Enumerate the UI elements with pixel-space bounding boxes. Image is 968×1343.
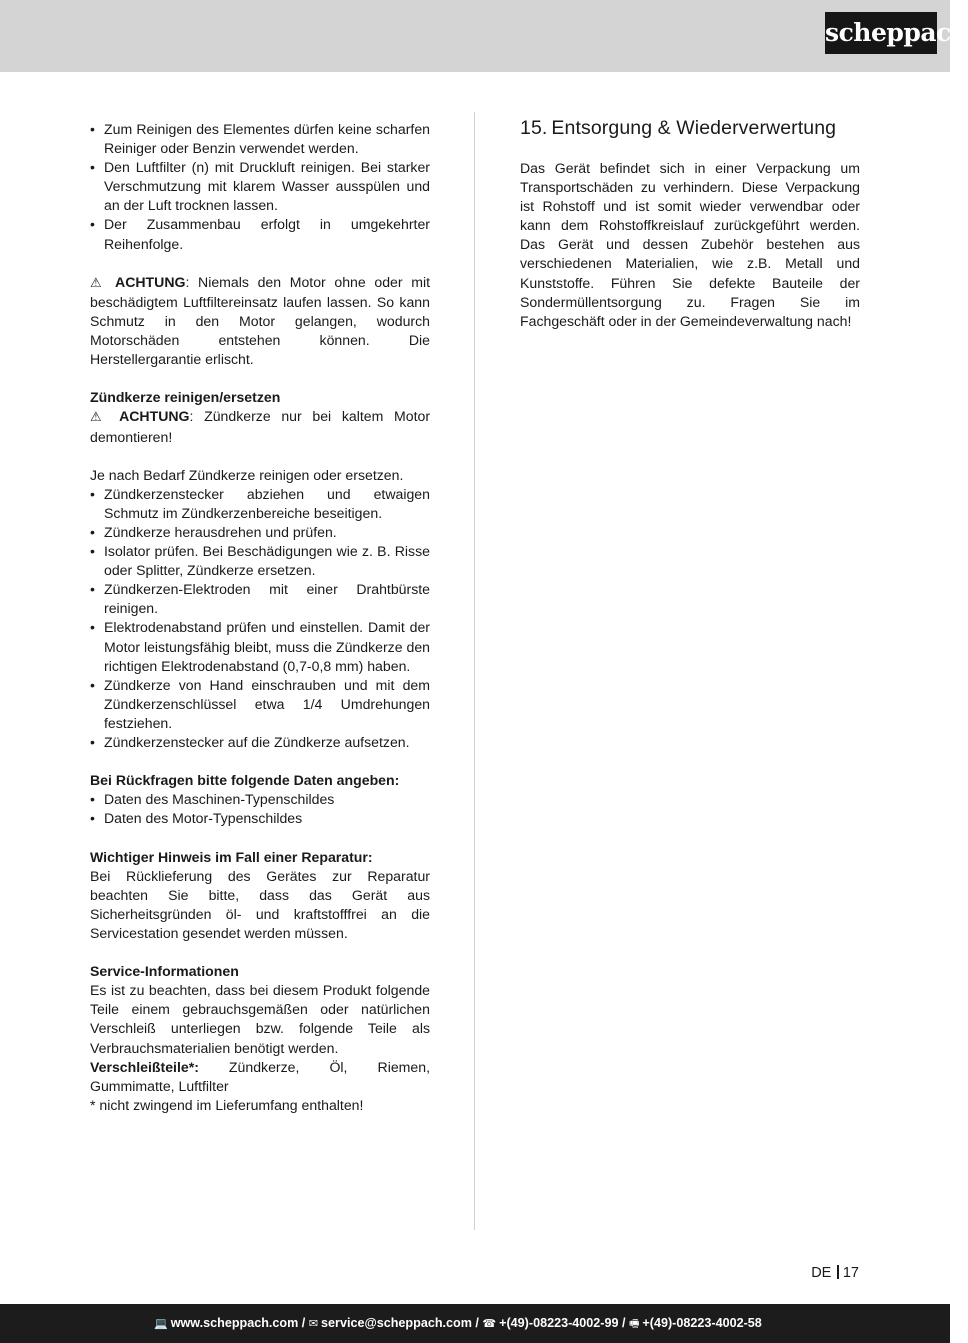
- repair-text: Bei Rücklieferung des Gerätes zur Reparatur beachten Sie bitte, dass das Gerät aus Sicherheitsgründen öl- und kraftstofffrei an die Servicestation gesendet werden müssen.: [90, 867, 430, 941]
- warning-icon: ⚠: [90, 275, 107, 291]
- list-item: • Zündkerze herausdrehen und prüfen.: [90, 523, 430, 542]
- header-bar: [0, 0, 968, 72]
- section-heading: [520, 116, 860, 140]
- list-item: • Der Zusammenbau erfolgt in umgekehrter Reihenfolge.: [90, 215, 430, 253]
- service-heading: Service-Informationen: [90, 963, 239, 980]
- warning-text: : Zündkerze nur bei kaltem Motor demontieren!: [90, 408, 431, 445]
- queries-heading: Bei Rückfragen bitte folgende Daten angeben:: [90, 772, 400, 789]
- spark-plug-intro: Je nach Bedarf Zündkerze reinigen oder ersetzen.: [90, 466, 404, 483]
- column-divider: [474, 112, 475, 1230]
- fax-icon: 🖷: [629, 1317, 640, 1330]
- footer-bar: [0, 1304, 950, 1343]
- footer-separator: /: [618, 1316, 630, 1330]
- queries-list: [90, 790, 430, 828]
- page-language: DE: [811, 1265, 832, 1281]
- list-item: • Zündkerzenstecker abziehen und etwaigen Schmutz im Zündkerzenbereiche beseitigen.: [90, 485, 430, 523]
- spark-plug-steps: [90, 485, 430, 752]
- phone-icon: ☎: [482, 1317, 497, 1330]
- footer-email[interactable]: service@scheppach.com: [321, 1316, 472, 1330]
- wear-parts: [90, 1058, 430, 1096]
- repair-heading: Wichtiger Hinweis im Fall einer Reparatur:: [90, 848, 373, 865]
- list-item: • Daten des Motor-Typenschildes: [90, 809, 430, 828]
- list-item: • Den Luftfilter (n) mit Druckluft reinigen. Bei starker Verschmutzung mit klarem Wasser ausspülen und an der Luft trocknen lassen.: [90, 158, 430, 215]
- email-icon: ✉: [308, 1317, 319, 1330]
- air-filter-steps: [90, 120, 430, 254]
- computer-icon: 💻: [154, 1317, 168, 1330]
- spark-plug-heading: Zündkerze reinigen/ersetzen: [90, 389, 281, 406]
- page-number: [811, 1264, 859, 1282]
- footer-phone: +(49)-08223-4002-99: [499, 1316, 619, 1330]
- disposal-text: Das Gerät befindet sich in einer Verpackung um Transportschäden zu verhindern. Diese Verpackung ist Rohstoff und ist somit wieder verwendbar oder kann dem Rohstoffkreislauf zurückgeführt werden. Das Gerät und dessen Zubehör bestehen aus verschiedenen Materialien, wie z.B. Metall und Kunststoffe. Führen Sie defekte Bauteile der Sondermüllentsorgung zu. Fragen Sie im Fachgeschäft oder in der Gemeindeverwaltung nach!: [520, 160, 860, 329]
- list-item: • Zum Reinigen des Elementes dürfen keine scharfen Reiniger oder Benzin verwendet werden.: [90, 120, 430, 158]
- page-separator: [837, 1265, 839, 1279]
- warning-icon: ⚠: [90, 410, 109, 426]
- list-item: • Isolator prüfen. Bei Beschädigungen wie z. B. Risse oder Splitter, Zündkerze ersetzen.: [90, 542, 430, 580]
- section-number: 15.: [520, 117, 548, 139]
- wear-parts-label: Verschleißteile*:: [90, 1058, 199, 1075]
- list-item: • Zündkerzenstecker auf die Zündkerze aufsetzen.: [90, 733, 430, 752]
- list-item: • Daten des Maschinen-Typenschildes: [90, 790, 430, 809]
- footer-fax: +(49)-08223-4002-58: [642, 1316, 762, 1330]
- wear-parts-text: Zündkerze, Öl, Riemen, Gummimatte, Luftfilter: [90, 1058, 430, 1094]
- air-filter-warning: [90, 273, 430, 369]
- footer-contacts: [154, 1304, 762, 1343]
- page-number-value: 17: [842, 1265, 859, 1281]
- list-item: • Zündkerzen-Elektroden mit einer Drahtbürste reinigen.: [90, 580, 430, 618]
- footer-website[interactable]: www.scheppach.com: [170, 1316, 299, 1330]
- warning-text: : Niemals den Motor ohne oder mit beschädigtem Luftfiltereinsatz laufen lassen. So kann Schmutz in den Motor gelangen, wodurch Motorschäden entstehen können. Die Herstellergarantie erlischt.: [90, 273, 430, 368]
- delivery-note: * nicht zwingend im Lieferumfang enthalten!: [90, 1096, 364, 1113]
- footer-separator: /: [471, 1316, 483, 1330]
- warning-label: ACHTUNG: [119, 408, 190, 425]
- warning-label: ACHTUNG: [115, 273, 186, 290]
- right-column: [520, 116, 860, 331]
- spark-plug-warning: [90, 407, 430, 446]
- list-item: • Zündkerze von Hand einschrauben und mit dem Zündkerzenschlüssel etwa 1/4 Umdrehungen festziehen.: [90, 676, 430, 733]
- footer-separator: /: [298, 1316, 309, 1330]
- list-item: • Elektrodenabstand prüfen und einstellen. Damit der Motor leistungsfähig bleibt, muss die Zündkerze den richtigen Elektrodenabstand (0,7-0,8 mm) haben.: [90, 618, 430, 675]
- service-text: Es ist zu beachten, dass bei diesem Produkt folgende Teile einem gebrauchsgemäßen oder natürlichen Verschleiß unterliegen bzw. folgende Teile als Verbrauchsmaterialien benötigt werden.: [90, 982, 430, 1056]
- scheppach-logo: scheppach: [825, 12, 937, 54]
- section-title: Entsorgung & Wiederverwertung: [551, 117, 837, 139]
- left-column: [90, 120, 430, 1115]
